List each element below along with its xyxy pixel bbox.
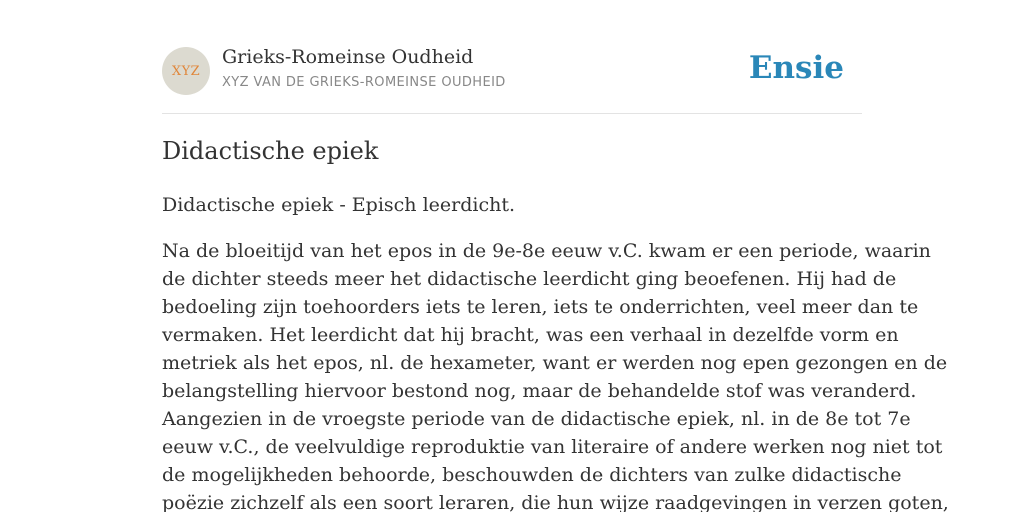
source-avatar[interactable]: XYZ [162,47,210,95]
body-line: Aangezien in de vroegste periode van de didactische epiek, nl. in de 8e tot 7e [162,408,911,430]
source-subtitle: XYZ VAN DE GRIEKS-ROMEINSE OUDHEID [222,75,506,90]
body-line: de dichter steeds meer het didactische leerdicht ging beoefenen. Hij had de [162,268,897,290]
body-line: poëzie zichzelf als een soort leraren, die hun wijze raadgevingen in verzen goten, [162,492,949,512]
article-title: Didactische epiek [162,137,379,165]
source-title-link[interactable]: Grieks-Romeinse Oudheid [222,46,474,68]
header-divider [162,113,862,114]
source-header [162,46,862,96]
body-line: bedoeling zijn toehoorders iets te leren, iets te onderrichten, veel meer dan te [162,296,919,318]
article-body [162,237,949,512]
body-line: belangstelling hiervoor bestond nog, maar de behandelde stof was veranderd. [162,380,917,402]
body-line: eeuw v.C., de veelvuldige reproduktie van literaire of andere werken nog niet tot [162,436,943,458]
body-line: Na de bloeitijd van het epos in de 9e-8e eeuw v.C. kwam er een periode, waarin [162,240,931,262]
article-lead: Didactische epiek - Episch leerdicht. [162,194,516,216]
brand-logo[interactable]: Ensie [748,50,844,86]
body-line: metriek als het epos, nl. de hexameter, want er werden nog epen gezongen en de [162,352,948,374]
body-line: vermaken. Het leerdicht dat hij bracht, was een verhaal in dezelfde vorm en [162,324,899,346]
body-line: de mogelijkheden behoorde, beschouwden de dichters van zulke didactische [162,464,902,486]
